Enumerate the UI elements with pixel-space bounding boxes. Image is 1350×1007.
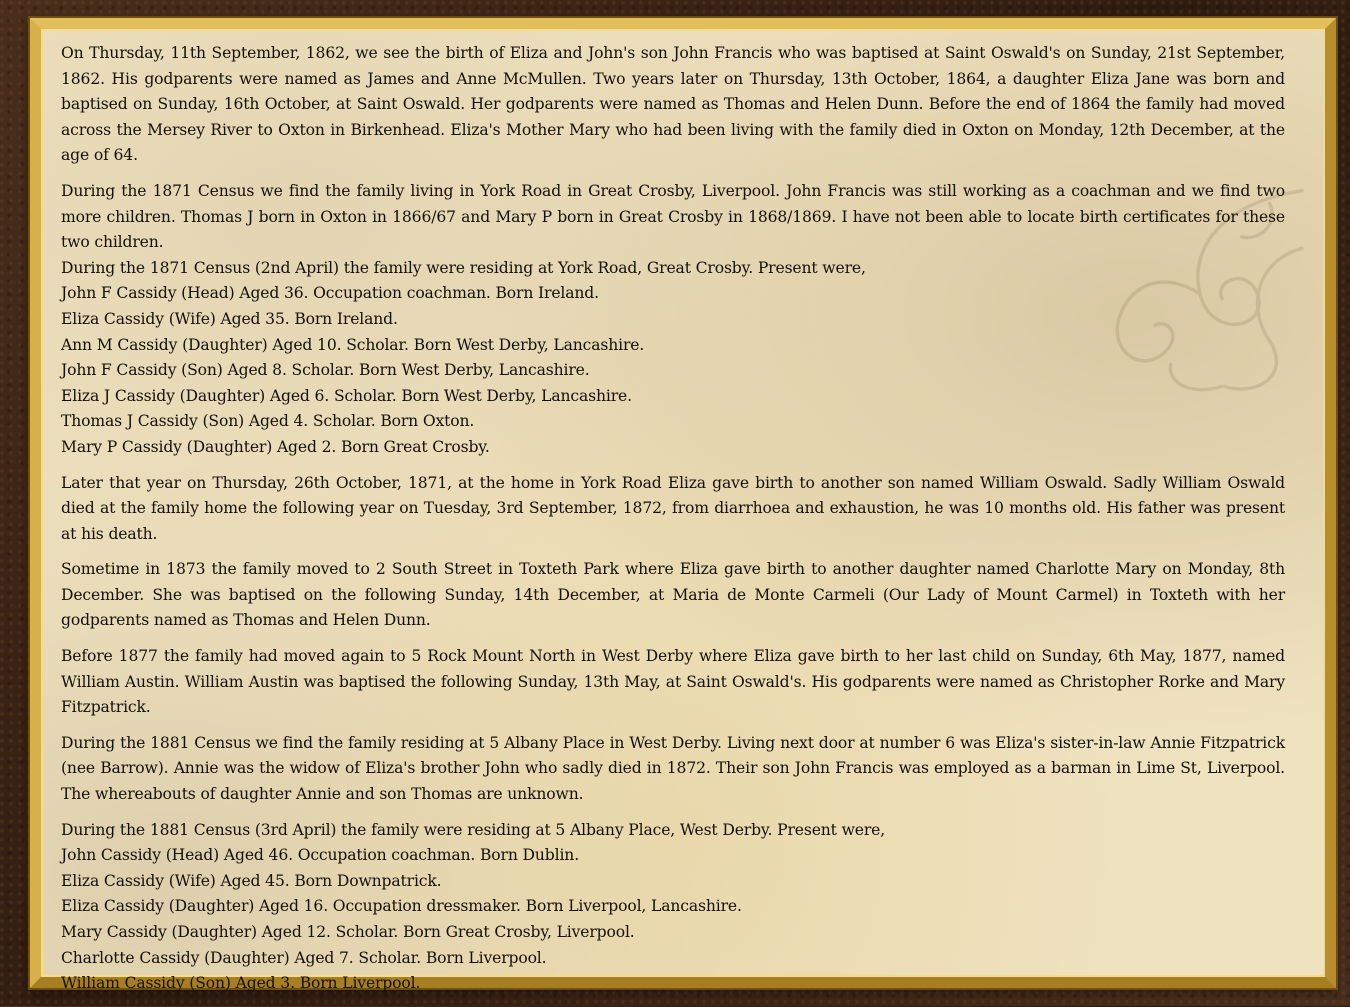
article-body: [61, 41, 1285, 1007]
gold-frame: [30, 18, 1336, 993]
census-entry: Eliza Cassidy (Wife) Aged 45. Born Downpatrick.: [61, 871, 442, 890]
census-entry: Mary P Cassidy (Daughter) Aged 2. Born Great Crosby.: [61, 437, 490, 456]
paragraph-birth-john-francis: On Thursday, 11th September, 1862, we see the birth of Eliza and John's son John Francis who was baptised at Saint Oswald's on Sunday, 21st September, 1862. His godparents were named as James and Anne McMullen. Two years later on Thursday, 13th October, 1864, a daughter Eliza Jane was born and baptised on Sunday, 16th October, at Saint Oswald. Her godparents were named as Thomas and Helen Dunn. Before the end of 1864 the family had moved across the Mersey River to Oxton in Birkenhead. Eliza's Mother Mary who had been living with the family died in Oxton on Monday, 12th December, at the age of 64.: [61, 44, 1285, 165]
census-1881-intro: During the 1881 Census (3rd April) the family were residing at 5 Albany Place, West Derby. Present were,: [61, 820, 886, 839]
census-entry: Charlotte Cassidy (Daughter) Aged 7. Scholar. Born Liverpool.: [61, 948, 547, 967]
paragraph-william-oswald: Later that year on Thursday, 26th October, 1871, at the home in York Road Eliza gave birth to another son named William Oswald. Sadly William Oswald died at the family home the following year on Tuesday, 3rd September, 1872, from diarrhoea and exhaustion, he was 10 months old. His father was present at his death.: [61, 473, 1285, 543]
paragraph-1871-census-summary: During the 1871 Census we find the family living in York Road in Great Crosby, Liverpool. John Francis was still working as a coachman and we find two more children. Thomas J born in Oxton in 1866/67 and Mary P born in Great Crosby in 1868/1869. I have not been able to locate birth certificates for these two children.: [61, 181, 1285, 252]
census-entry: John F Cassidy (Head) Aged 36. Occupation coachman. Born Ireland.: [61, 284, 599, 303]
census-entry: Eliza Cassidy (Wife) Aged 35. Born Ireland.: [61, 309, 398, 328]
census-entry: Ann M Cassidy (Daughter) Aged 10. Scholar. Born West Derby, Lancashire.: [61, 335, 645, 354]
census-entry: Eliza J Cassidy (Daughter) Aged 6. Scholar. Born West Derby, Lancashire.: [61, 386, 632, 405]
census-entry: Thomas J Cassidy (Son) Aged 4. Scholar. Born Oxton.: [61, 412, 475, 431]
paragraph-charlotte-mary: Sometime in 1873 the family moved to 2 South Street in Toxteth Park where Eliza gave birth to another daughter named Charlotte Mary on Monday, 8th December. She was baptised on the following Sunday, 14th December, at Maria de Monte Carmeli (Our Lady of Mount Carmel) in Toxteth with her godparents named as Thomas and Helen Dunn.: [61, 560, 1285, 630]
census-1871-intro: During the 1871 Census (2nd April) the family were residing at York Road, Great Crosby. Present were,: [61, 258, 866, 277]
census-entry: John Cassidy (Head) Aged 46. Occupation coachman. Born Dublin.: [61, 846, 580, 865]
census-entry: Mary Cassidy (Daughter) Aged 12. Scholar. Born Great Crosby, Liverpool.: [61, 923, 635, 941]
census-entry: Eliza Cassidy (Daughter) Aged 16. Occupation dressmaker. Born Liverpool, Lancashire.: [61, 897, 742, 916]
census-1881-list: [61, 818, 1285, 997]
paragraph-william-austin: Before 1877 the family had moved again to 5 Rock Mount North in West Derby where Eliza gave birth to her last child on Sunday, 6th May, 1877, named William Austin. William Austin was baptised the following Sunday, 13th May, at Saint Oswald's. His godparents were named as Christopher Rorke and Mary Fitzpatrick.: [61, 647, 1285, 717]
census-entry: William Cassidy (Son) Aged 3. Born Liverpool.: [61, 974, 421, 993]
paragraph-1881-census-summary: During the 1881 Census we find the family residing at 5 Albany Place in West Derby. Living next door at number 6 was Eliza's sister-in-law Annie Fitzpatrick (nee Barrow). Annie was the widow of Eliza's brother John who sadly died in 1872. Their son John Francis was employed as a barman in Lime St, Liverpool. The whereabouts of daughter Annie and son Thomas are unknown.: [61, 733, 1285, 804]
census-1871-list: [61, 256, 1285, 461]
census-entry: John F Cassidy (Son) Aged 8. Scholar. Born West Derby, Lancashire.: [61, 361, 590, 380]
